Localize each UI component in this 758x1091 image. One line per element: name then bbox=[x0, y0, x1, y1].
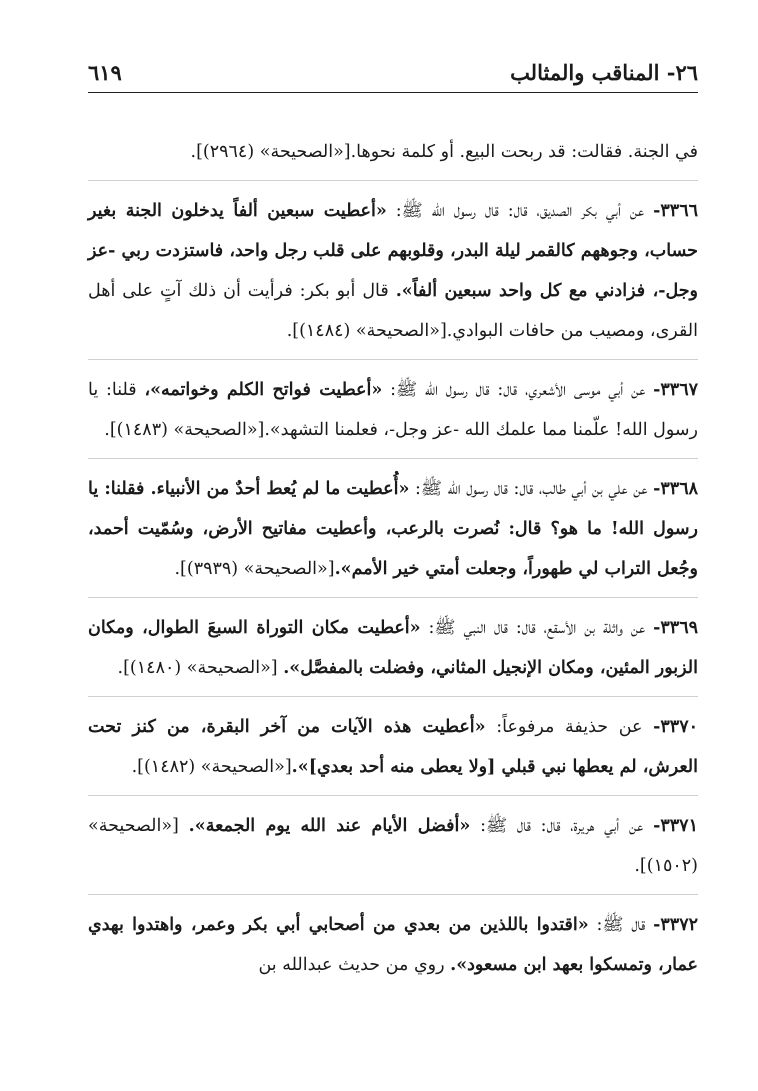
hadith-number: ٣٣٦٧- bbox=[653, 380, 698, 400]
paragraph-continuation bbox=[88, 132, 698, 172]
hadith-quote: «أعطيت هذه الآيات من آخر البقرة، من كنز تحت العرش، لم يعطها نبي قبلي [ولا يعطى منه أحد بعدي]». bbox=[88, 717, 698, 777]
hadith-intro: عن أبي موسى الأشعري، قال: قال رسول الله ﷺ: bbox=[382, 380, 654, 400]
hadith-number: ٣٣٧٠- bbox=[653, 717, 698, 737]
hadith-3368 bbox=[88, 458, 698, 589]
continuation-text: في الجنة. فقالت: قد ربحت البيع. أو كلمة نحوها.[«الصحيحة» (٢٩٦٤)]. bbox=[190, 142, 698, 162]
hadith-3367 bbox=[88, 359, 698, 450]
hadith-intro: عن أبي هريرة، قال: قال ﷺ: bbox=[470, 816, 654, 836]
hadith-number: ٣٣٦٩- bbox=[653, 618, 698, 638]
hadith-rest: [«الصحيحة» (١٤٨٢)]. bbox=[131, 757, 292, 777]
hadith-rest: [«الصحيحة» (٣٩٣٩)]. bbox=[174, 559, 335, 579]
hadith-rest: [«الصحيحة» (١٥٠٢)]. bbox=[88, 816, 698, 876]
hadith-number: ٣٣٧١- bbox=[653, 816, 698, 836]
hadith-3372 bbox=[88, 894, 698, 985]
hadith-rest: [«الصحيحة» (١٤٨٠)]. bbox=[117, 658, 284, 678]
page-body bbox=[88, 132, 698, 985]
hadith-intro: عن واثلة بن الأسقع، قال: قال النبي ﷺ: bbox=[420, 618, 654, 638]
hadith-3366 bbox=[88, 180, 698, 351]
hadith-3369 bbox=[88, 597, 698, 688]
hadith-quote: «أفضل الأيام عند الله يوم الجمعة». bbox=[188, 816, 471, 836]
hadith-intro: عن حذيفة مرفوعاً: bbox=[485, 717, 654, 737]
hadith-quote: «أعطيت مكان التوراة السبعَ الطوال، ومكان الزبور المئين، ومكان الإنجيل المثاني، وفضلت بالمفصَّل». bbox=[88, 618, 698, 678]
hadith-3371 bbox=[88, 795, 698, 886]
hadith-3370 bbox=[88, 696, 698, 787]
hadith-intro: عن أبي بكر الصديق، قال: قال رسول الله ﷺ: bbox=[386, 201, 654, 221]
hadith-intro: عن علي بن أبي طالب، قال: قال رسول الله ﷺ: bbox=[409, 479, 654, 499]
hadith-number: ٣٣٦٨- bbox=[653, 479, 698, 499]
hadith-rest: روي من حديث عبدالله بن bbox=[258, 955, 451, 975]
hadith-rest: قال أبو بكر: فرأيت أن ذلك آتٍ على أهل القرى، ومصيب من حافات البوادي.[«الصحيحة» (١٤٨٤)]. bbox=[88, 281, 698, 341]
hadith-number: ٣٣٦٦- bbox=[653, 201, 698, 221]
hadith-rest: قلنا: يا رسول الله! علّمنا مما علمك الله -عز وجل-، فعلمنا التشهد».[«الصحيحة» (١٤٨٣)]. bbox=[88, 380, 698, 440]
hadith-quote: «اقتدوا باللذين من بعدي من أصحابي أبي بكر وعمر، واهتدوا بهدي عمار، وتمسكوا بعهد ابن مسعود». bbox=[88, 915, 698, 975]
hadith-quote: «أعطيت فواتح الكلم وخواتمه»، bbox=[144, 380, 383, 400]
page-header bbox=[88, 58, 698, 93]
hadith-quote: «أعطيت سبعين ألفاً يدخلون الجنة بغير حساب، وجوههم كالقمر ليلة البدر، وقلوبهم على قلب رجل واحد، فاستزدت ربي -عز وجل-، فزادني مع كل واحد سبعين ألفاً». bbox=[88, 201, 699, 301]
hadith-number: ٣٣٧٢- bbox=[653, 915, 698, 935]
page-number: ٦١٩ bbox=[88, 60, 122, 85]
chapter-title: ٢٦- المناقب والمثالب bbox=[510, 60, 698, 85]
hadith-intro: قال ﷺ: bbox=[588, 915, 654, 935]
hadith-quote: «أُعطيت ما لم يُعط أحدٌ من الأنبياء. فقلنا: يا رسول الله! ما هو؟ قال: نُصرت بالرعب، وأعطيت مفاتيح الأرض، وسُمّيت أحمد، وجُعل التراب لي طهوراً، وجعلت أمتي خير الأمم». bbox=[88, 479, 698, 579]
